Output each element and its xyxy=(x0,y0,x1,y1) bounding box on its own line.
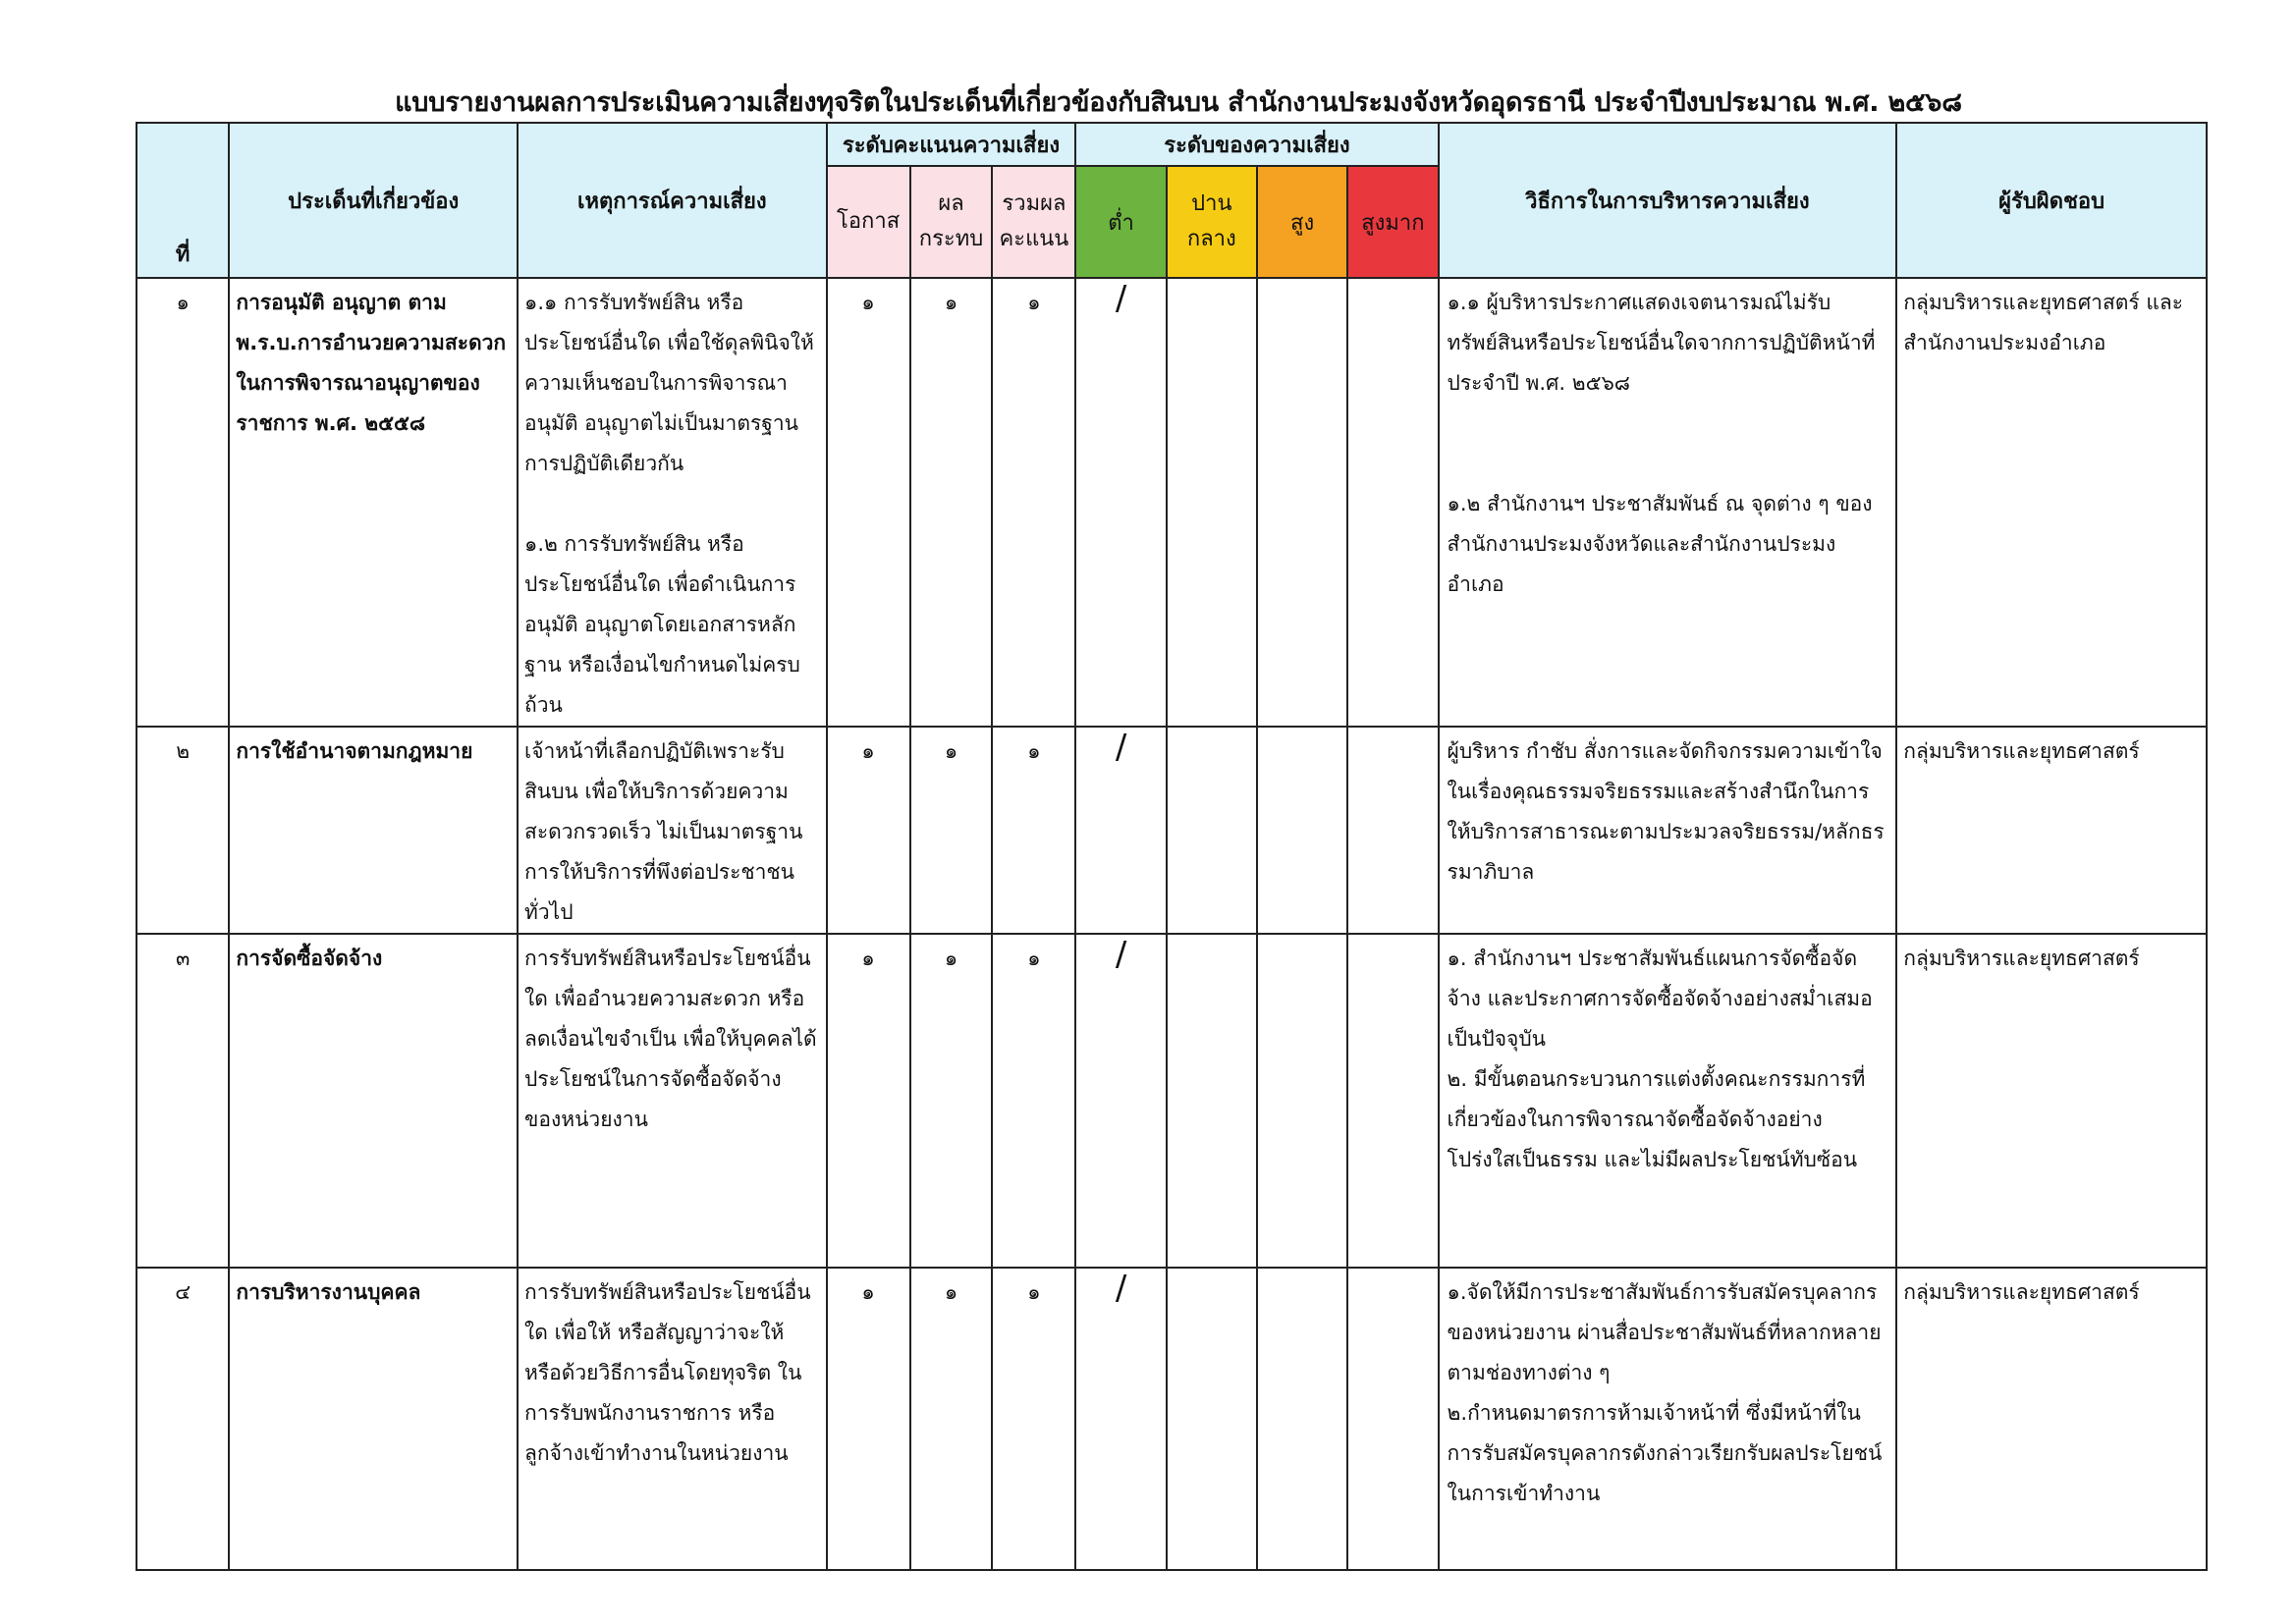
row-responsible: กลุ่มบริหารและยุทธศาสตร์ xyxy=(1896,1268,2207,1570)
row-chance: ๑ xyxy=(827,1268,910,1570)
row-method-item: ๑.๒ สำนักงานฯ ประชาสัมพันธ์ ณ จุดต่าง ๆ ของสำนักงานประมงจังหวัดและสำนักงานประมงอำเภอ xyxy=(1447,492,1873,596)
row-topic: การอนุมัติ อนุญาต ตาม พ.ร.บ.การอำนวยความสะดวกในการพิจารณาอนุญาตของราชการ พ.ศ. ๒๕๕๘ xyxy=(229,278,518,727)
row-impact: ๑ xyxy=(910,1268,993,1570)
row-level-medium xyxy=(1167,727,1257,934)
row-total: ๑ xyxy=(992,1268,1075,1570)
header-impact: ผล กระทบ xyxy=(910,166,993,278)
row-level-low-mark: / xyxy=(1075,727,1166,934)
row-method xyxy=(1439,934,1897,1268)
row-method-item: ๑.จัดให้มีการประชาสัมพันธ์การรับสมัครบุคลากรของหน่วยงาน ผ่านสื่อประชาสัมพันธ์ที่หลากหลาย ตามช่องทางต่าง ๆ xyxy=(1447,1280,1882,1384)
row-impact: ๑ xyxy=(910,278,993,727)
row-responsible: กลุ่มบริหารและยุทธศาสตร์ xyxy=(1896,934,2207,1268)
row-total: ๑ xyxy=(992,727,1075,934)
row-event-item: ๑.๒ การรับทรัพย์สิน หรือประโยชน์อื่นใด เพื่อดำเนินการอนุมัติ อนุญาตโดยเอกสารหลักฐาน หรือเงื่อนไขกำหนดไม่ครบถ้วน xyxy=(524,532,800,717)
row-impact: ๑ xyxy=(910,934,993,1268)
risk-assessment-table xyxy=(136,122,2208,1571)
row-level-high xyxy=(1257,1268,1347,1570)
header-total: รวมผล คะแนน xyxy=(992,166,1075,278)
page-title: แบบรายงานผลการประเมินความเสี่ยงทุจริตในประเด็นที่เกี่ยวข้องกับสินบน สำนักงานประมงจังหวัดอุดรธานี ประจำปีงบประมาณ พ.ศ. ๒๕๖๘ xyxy=(395,87,1962,118)
header-chance: โอกาส xyxy=(827,166,910,278)
row-method-item: ๒. มีขั้นตอนกระบวนการแต่งตั้งคณะกรรมการที่เกี่ยวข้องในการพิจารณาจัดซื้อจัดจ้างอย่างโปร่งใสเป็นธรรม และไม่มีผลประโยชน์ทับซ้อน xyxy=(1447,1067,1866,1171)
row-total: ๑ xyxy=(992,934,1075,1268)
row-method-item: ๑. สำนักงานฯ ประชาสัมพันธ์แผนการจัดซื้อจัดจ้าง และประกาศการจัดซื้อจัดจ้างอย่างสม่ำเสมอเป็นปัจจุบัน xyxy=(1447,947,1873,1051)
table-row xyxy=(137,934,2207,1268)
header-topic: ประเด็นที่เกี่ยวข้อง xyxy=(229,123,518,278)
row-total: ๑ xyxy=(992,278,1075,727)
row-level-low-mark: / xyxy=(1075,1268,1166,1570)
row-method: ผู้บริหาร กำชับ สั่งการและจัดกิจกรรมความเข้าใจในเรื่องคุณธรรมจริยธรรมและสร้างสำนึกในการให้บริการสาธารณะตามประมวลจริยธรรม/หลักธรรมาภิบาล xyxy=(1439,727,1897,934)
header-level-very-high: สูงมาก xyxy=(1347,166,1438,278)
row-level-high xyxy=(1257,934,1347,1268)
header-method: วิธีการในการบริหารความเสี่ยง xyxy=(1439,123,1897,278)
row-level-medium xyxy=(1167,278,1257,727)
row-number: ๓ xyxy=(137,934,229,1268)
row-method-item: ๑.๑ ผู้บริหารประกาศแสดงเจตนารมณ์ไม่รับทรัพย์สินหรือประโยชน์อื่นใดจากการปฏิบัติหน้าที่ประจำปี พ.ศ. ๒๕๖๘ xyxy=(1447,291,1876,395)
row-method xyxy=(1439,278,1897,727)
row-level-medium xyxy=(1167,934,1257,1268)
row-level-low-mark: / xyxy=(1075,934,1166,1268)
row-topic: การใช้อำนาจตามกฎหมาย xyxy=(229,727,518,934)
row-level-high xyxy=(1257,278,1347,727)
row-level-low-mark: / xyxy=(1075,278,1166,727)
row-chance: ๑ xyxy=(827,727,910,934)
row-method-item: ๒.กำหนดมาตรการห้ามเจ้าหน้าที่ ซึ่งมีหน้าที่ในการรับสมัครบุคลากรดังกล่าวเรียกรับผลประโยชน์ในการเข้าทำงาน xyxy=(1447,1401,1883,1505)
row-chance: ๑ xyxy=(827,278,910,727)
row-event xyxy=(518,278,827,727)
row-level-high xyxy=(1257,727,1347,934)
row-event: การรับทรัพย์สินหรือประโยชน์อื่นใด เพื่อให้ หรือสัญญาว่าจะให้ หรือด้วยวิธีการอื่นโดยทุจริต ในการรับพนักงานราชการ หรือลูกจ้างเข้าทำงานในหน่วยงาน xyxy=(518,1268,827,1570)
header-level-medium: ปาน กลาง xyxy=(1167,166,1257,278)
row-level-very-high xyxy=(1347,1268,1438,1570)
row-level-very-high xyxy=(1347,934,1438,1268)
header-level-low: ต่ำ xyxy=(1075,166,1166,278)
row-method xyxy=(1439,1268,1897,1570)
row-impact: ๑ xyxy=(910,727,993,934)
header-level-group: ระดับของความเสี่ยง xyxy=(1075,123,1438,166)
row-level-very-high xyxy=(1347,727,1438,934)
table-row xyxy=(137,1268,2207,1570)
row-level-medium xyxy=(1167,1268,1257,1570)
row-level-very-high xyxy=(1347,278,1438,727)
header-event: เหตุการณ์ความเสี่ยง xyxy=(518,123,827,278)
row-event: เจ้าหน้าที่เลือกปฏิบัติเพราะรับสินบน เพื่อให้บริการด้วยความสะดวกรวดเร็ว ไม่เป็นมาตรฐานการให้บริการที่พึงต่อประชาชนทั่วไป xyxy=(518,727,827,934)
header-level-high: สูง xyxy=(1257,166,1347,278)
row-event-item: ๑.๑ การรับทรัพย์สิน หรือประโยชน์อื่นใด เพื่อใช้ดุลพินิจให้ความเห็นชอบในการพิจารณาอนุมัติ อนุญาตไม่เป็นมาตรฐานการปฏิบัติเดียวกัน xyxy=(524,291,814,475)
header-no: ที่ xyxy=(137,123,229,278)
row-number: ๒ xyxy=(137,727,229,934)
row-number: ๔ xyxy=(137,1268,229,1570)
table-row xyxy=(137,278,2207,727)
row-number: ๑ xyxy=(137,278,229,727)
header-responsible: ผู้รับผิดชอบ xyxy=(1896,123,2207,278)
table-row xyxy=(137,727,2207,934)
header-score-group: ระดับคะแนนความเสี่ยง xyxy=(827,123,1076,166)
row-topic: การบริหารงานบุคคล xyxy=(229,1268,518,1570)
row-responsible: กลุ่มบริหารและยุทธศาสตร์ และสำนักงานประมงอำเภอ xyxy=(1896,278,2207,727)
row-responsible: กลุ่มบริหารและยุทธศาสตร์ xyxy=(1896,727,2207,934)
row-chance: ๑ xyxy=(827,934,910,1268)
row-topic: การจัดซื้อจัดจ้าง xyxy=(229,934,518,1268)
row-event: การรับทรัพย์สินหรือประโยชน์อื่นใด เพื่ออำนวยความสะดวก หรือลดเงื่อนไขจำเป็น เพื่อให้บุคคลได้ประโยชน์ในการจัดซื้อจัดจ้างของหน่วยงาน xyxy=(518,934,827,1268)
